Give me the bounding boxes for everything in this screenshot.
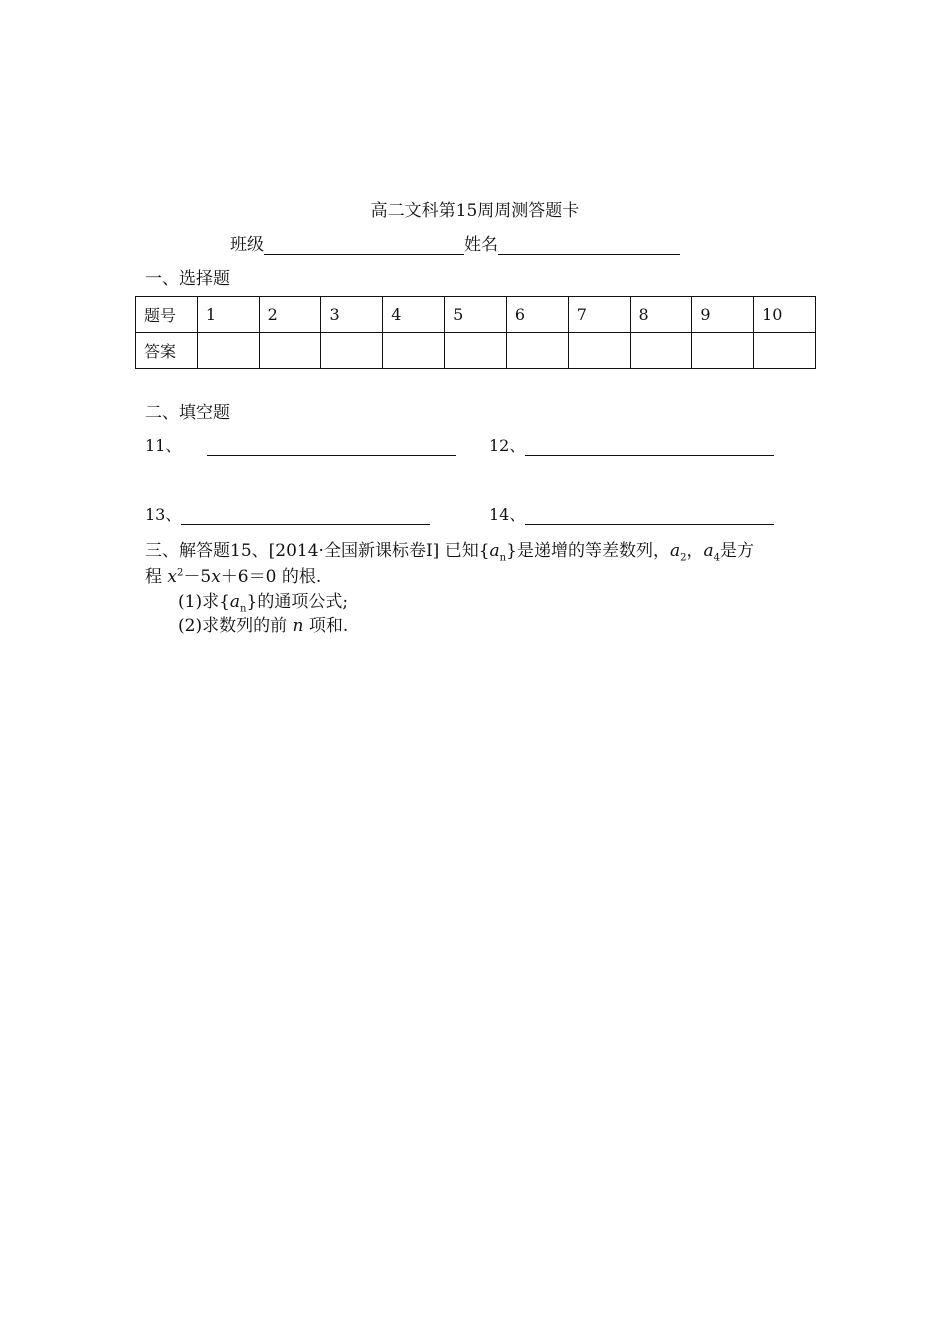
answer-cell[interactable] (754, 333, 816, 369)
question-15-line-2 (145, 562, 321, 587)
class-field[interactable] (264, 236, 464, 255)
question-number-cell: 4 (383, 297, 445, 333)
table-row-answers (136, 333, 816, 369)
class-label: 班级 (230, 235, 264, 255)
math-var-x: x (167, 567, 177, 587)
math-var-a: a (489, 541, 500, 561)
fill-item-12 (489, 433, 774, 456)
question-number-cell: 3 (321, 297, 383, 333)
question-15-line-1 (145, 536, 754, 563)
question-number-cell: 7 (568, 297, 630, 333)
question-text: }是递增的等差数列， (506, 541, 670, 561)
answer-cell[interactable] (692, 333, 754, 369)
math-var-a: a (669, 541, 681, 561)
question-number-cell: 8 (630, 297, 692, 333)
question-number-cell: 5 (445, 297, 507, 333)
question-number-cell: 2 (259, 297, 321, 333)
section-fill-blank-heading: 二、填空题 (145, 403, 230, 423)
fill-answer-field[interactable] (207, 439, 456, 456)
fill-answer-field[interactable] (525, 508, 774, 525)
answer-cell[interactable] (321, 333, 383, 369)
answer-cell[interactable] (506, 333, 568, 369)
question-text: 项和. (303, 616, 349, 636)
question-number-cell: 1 (197, 297, 259, 333)
question-text: 是方 (719, 541, 754, 561)
question-text: －5 (183, 567, 212, 587)
question-number-cell: 9 (692, 297, 754, 333)
fill-number: 13、 (145, 505, 182, 524)
page-title: 高二文科第15周周测答题卡 (370, 201, 580, 221)
math-sub-2: 2 (680, 552, 687, 564)
section-solution-heading: 三、解答题 (145, 541, 230, 561)
fill-answer-field[interactable] (525, 439, 774, 456)
question-15-part-2 (178, 611, 348, 636)
answer-table (135, 296, 816, 369)
math-var-x: x (211, 567, 221, 587)
fill-number: 11、 (145, 436, 182, 455)
question-text: 已知{ (444, 541, 490, 561)
name-field[interactable] (498, 236, 680, 255)
math-var-n: n (292, 616, 304, 636)
question-text: ， (686, 541, 704, 561)
row-header-answer: 答案 (136, 333, 198, 369)
math-sub-n: n (499, 552, 507, 564)
student-info-row (230, 230, 680, 255)
question-text: }的通项公式; (246, 592, 349, 612)
fill-item-11 (145, 433, 456, 456)
question-number: 15、 (230, 541, 269, 561)
answer-cell[interactable] (197, 333, 259, 369)
table-row-numbers (136, 297, 816, 333)
fill-number: 12、 (489, 436, 526, 455)
fill-item-14 (489, 502, 774, 525)
question-number-cell: 6 (506, 297, 568, 333)
question-text: (2)求数列的前 (178, 616, 293, 636)
math-var-a: a (703, 541, 714, 561)
answer-cell[interactable] (568, 333, 630, 369)
fill-answer-field[interactable] (181, 508, 430, 525)
question-number-cell: 10 (754, 297, 816, 333)
question-text: (1)求{ (178, 592, 230, 612)
math-var-a: a (229, 592, 241, 612)
question-source: [2014·全国新课标卷Ⅰ] (268, 541, 440, 561)
math-sub-4: 4 (713, 552, 720, 564)
answer-cell[interactable] (259, 333, 321, 369)
answer-cell[interactable] (630, 333, 692, 369)
math-sup-2: 2 (177, 567, 184, 579)
section-multiple-choice-heading: 一、选择题 (145, 269, 230, 289)
fill-number: 14、 (489, 505, 526, 524)
answer-cell[interactable] (383, 333, 445, 369)
row-header-number: 题号 (136, 297, 198, 333)
question-text: 程 (145, 567, 168, 587)
math-sub-n: n (240, 603, 247, 615)
fill-item-13 (145, 502, 430, 525)
answer-cell[interactable] (445, 333, 507, 369)
question-text: ＋6＝0 的根. (220, 567, 322, 587)
name-label: 姓名 (464, 235, 498, 255)
